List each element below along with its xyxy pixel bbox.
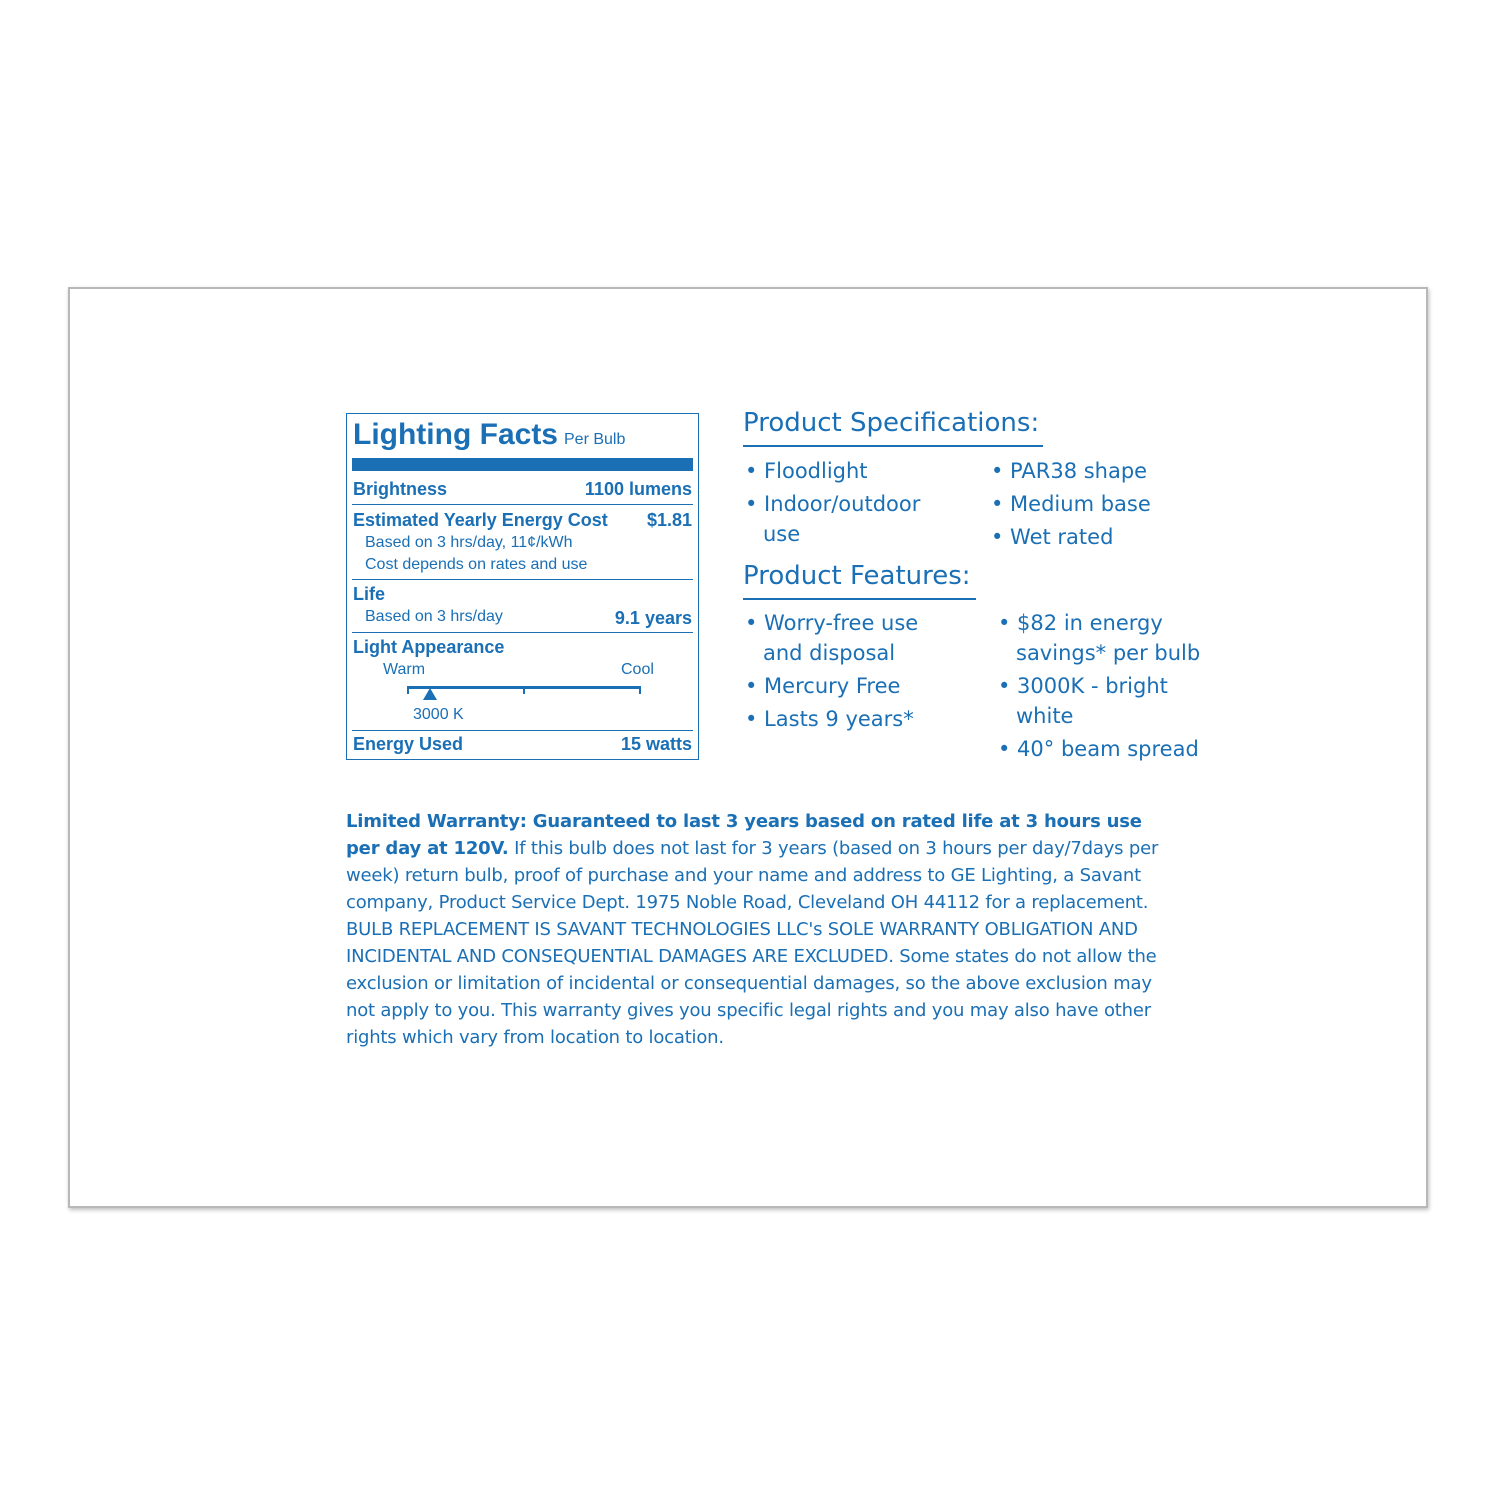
divider — [352, 504, 693, 505]
spec-item: • PAR38 shape — [991, 459, 1148, 483]
cool-label: Cool — [621, 661, 654, 678]
brightness-label: Brightness — [353, 479, 448, 499]
energy-row — [353, 734, 692, 755]
feature-item: • $82 in energy — [998, 611, 1163, 635]
warm-label: Warm — [383, 661, 426, 678]
life-label: Life — [353, 584, 386, 604]
lighting-facts-title: Lighting Facts — [353, 418, 558, 451]
warranty-text — [346, 808, 1176, 1051]
cost-label: Estimated Yearly Energy Cost — [353, 510, 608, 530]
feature-item: and disposal — [763, 641, 896, 665]
energy-value: 15 watts — [620, 734, 692, 754]
life-note: Based on 3 hrs/day — [365, 608, 503, 625]
appearance-value: 3000 K — [413, 706, 464, 723]
brightness-value: 1100 lumens — [584, 479, 692, 499]
energy-label: Energy Used — [353, 734, 464, 754]
spec-item: • Medium base — [991, 492, 1151, 516]
cost-note-2: Cost depends on rates and use — [365, 556, 588, 573]
feature-item: • 3000K - bright — [998, 674, 1168, 698]
features-underline — [743, 598, 976, 600]
spec-item: • Wet rated — [991, 525, 1114, 549]
feature-item: white — [1016, 704, 1074, 728]
scale-tick — [639, 686, 641, 694]
header-bar — [352, 458, 693, 471]
specs-underline — [743, 445, 1043, 447]
appearance-label: Light Appearance — [353, 637, 505, 657]
life-value: 9.1 years — [614, 608, 692, 628]
spec-item: • Floodlight — [745, 459, 868, 483]
color-temperature-scale — [407, 686, 641, 702]
lighting-facts-header — [353, 418, 625, 452]
spec-item: • Indoor/outdoor — [745, 492, 921, 516]
lighting-facts-box — [346, 413, 699, 760]
warranty-body: If this bulb does not last for 3 years (based on 3 hours per day/7days per week) return bulb, proof of purchase and your name and address to GE Lighting, a Savant company, Product Service Dept. 1975 Noble Road, Cleveland OH 44112 for a replacement. BULB REPLACEMENT IS SAVANT TECHNOLOGIES LLC's SOLE WARRANTY OBLIGATION AND INCIDENTAL AND CONSEQUENTIAL DAMAGES ARE EXCLUDED. Some states do not allow the exclusion or limitation of incidental or consequential damages, so the above exclusion may not apply to you. This warranty gives you specific legal rights and you may also have other rights which vary from location to location. — [346, 838, 1159, 1048]
feature-item: • Worry-free use — [745, 611, 919, 635]
feature-item: • 40° beam spread — [998, 737, 1199, 761]
life-row — [365, 608, 692, 626]
brightness-row — [353, 479, 692, 500]
spec-item: use — [763, 522, 801, 546]
divider — [352, 730, 693, 731]
cost-note-1: Based on 3 hrs/day, 11¢/kWh — [365, 534, 573, 551]
feature-item: • Lasts 9 years* — [745, 707, 914, 731]
divider — [352, 632, 693, 633]
specs-heading: Product Specifications: — [743, 408, 1040, 438]
triangle-marker-icon — [423, 688, 437, 700]
lighting-facts-subtitle: Per Bulb — [564, 431, 626, 448]
features-heading: Product Features: — [743, 561, 971, 591]
cost-value: $1.81 — [646, 510, 692, 530]
feature-item: • Mercury Free — [745, 674, 901, 698]
scale-tick — [523, 686, 525, 694]
warranty-lead: Limited Warranty: Guaranteed to last 3 years based on rated life at 3 hours use per day at 120V. — [346, 811, 1142, 859]
feature-item: savings* per bulb — [1016, 641, 1201, 665]
scale-tick — [407, 686, 409, 694]
divider — [352, 579, 693, 580]
cost-row — [353, 510, 692, 531]
